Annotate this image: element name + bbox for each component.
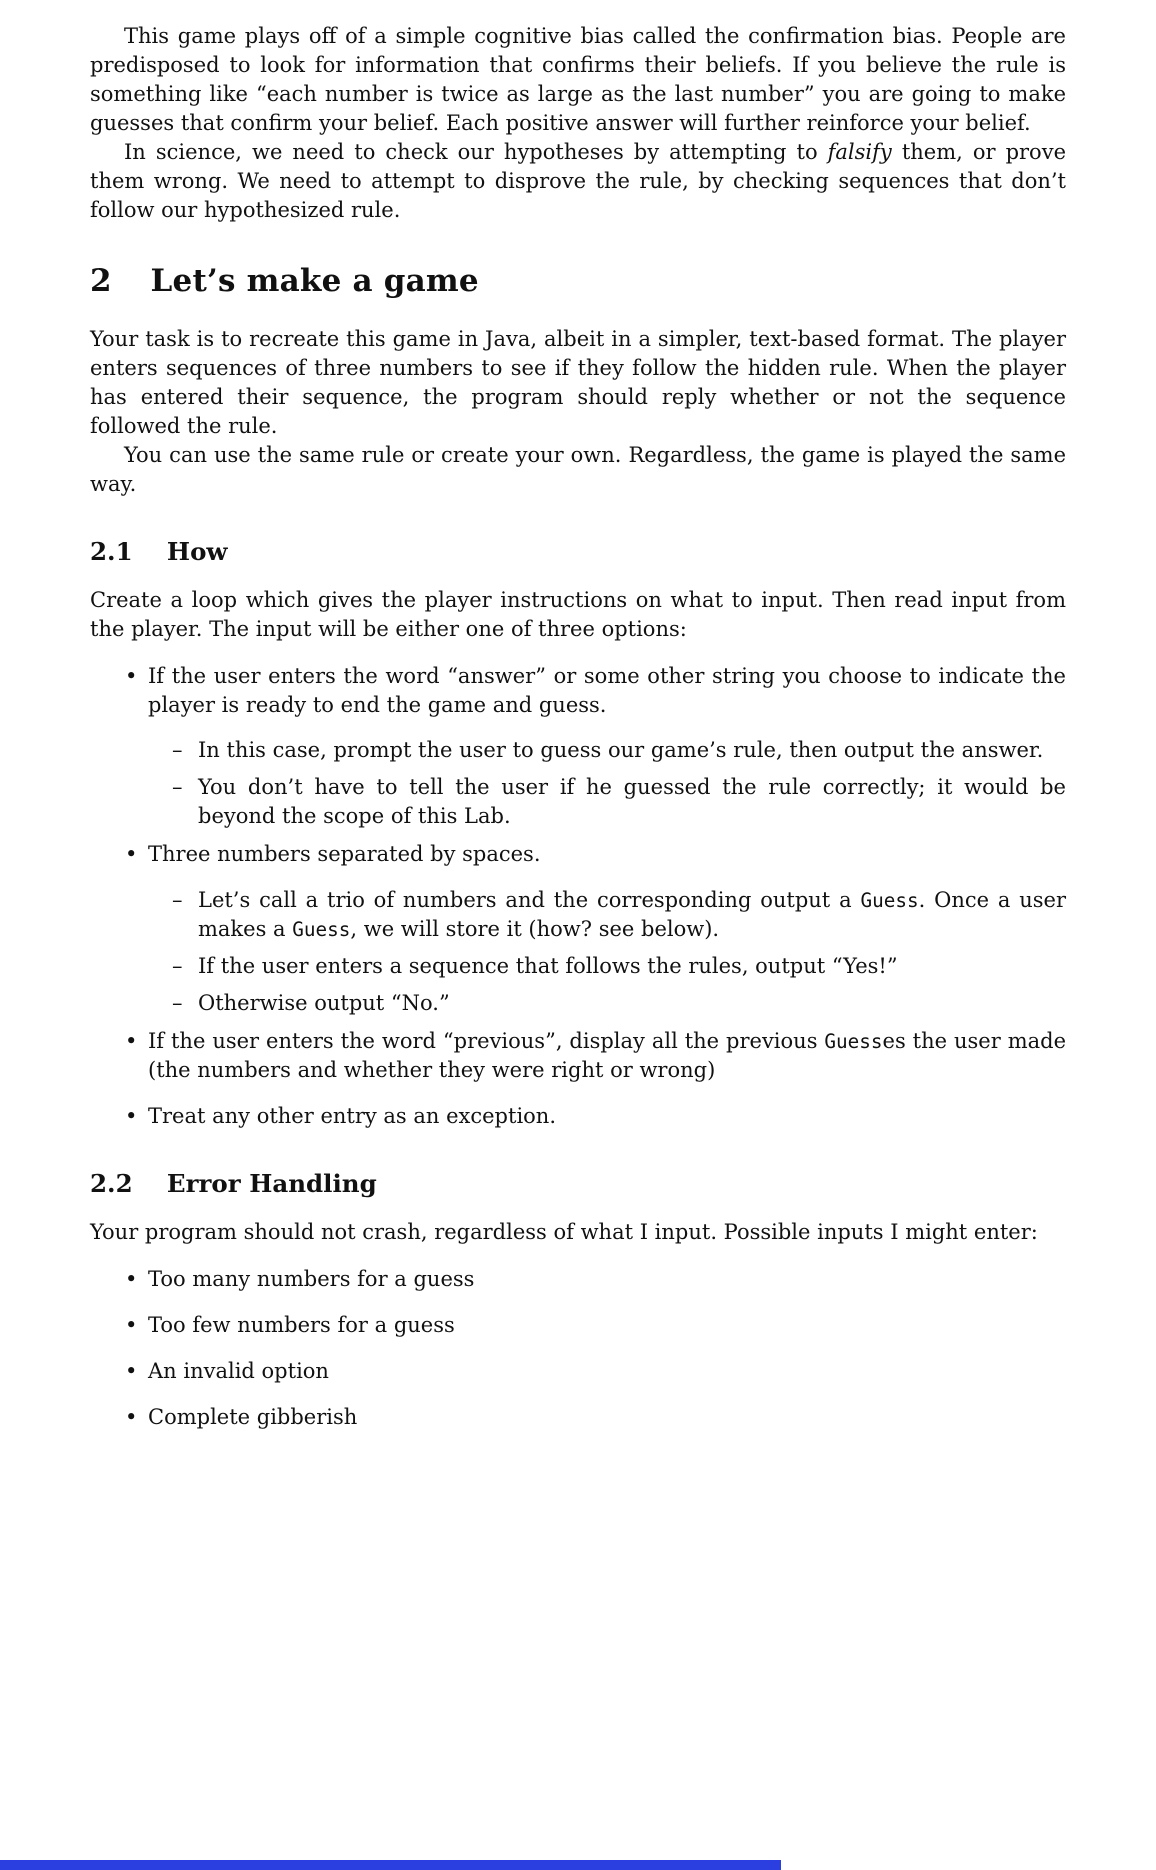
text-run: If the user enters the word “answer” or some other string you choose to indicate the player is ready to end the game and guess. [148, 663, 1066, 717]
bottom-blue-bar [0, 1860, 781, 1870]
text-run: Otherwise output “No.” [198, 991, 450, 1016]
list-item [90, 1027, 1066, 1085]
list-item-text [198, 989, 1066, 1018]
sublist [90, 736, 1066, 831]
list-item-text [148, 1311, 1066, 1340]
text-run: If the user enters a sequence that follows the rules, output “Yes!” [198, 954, 898, 979]
paragraph-falsify [90, 138, 1066, 225]
dash-icon: – [172, 888, 183, 913]
text-run: You can use the same rule or create your own. Regardless, the game is played the same way. [90, 442, 1066, 496]
text-run: Let’s call a trio of numbers and the corresponding output a [198, 888, 861, 913]
list-item-text [148, 1357, 1066, 1386]
subsection-heading-2-1 [90, 537, 1066, 566]
code-guess: Guess [292, 918, 351, 942]
text-run: An invalid option [148, 1359, 329, 1384]
text-run: Your program should not crash, regardless of what I input. Possible inputs I might enter: [90, 1220, 1038, 1245]
list-item-text [198, 736, 1066, 765]
section-number: 2 [90, 262, 112, 299]
paragraph-how-intro [90, 586, 1066, 644]
code-guess: Guess [860, 889, 919, 913]
bullet-icon: • [125, 1104, 138, 1129]
text-run: Three numbers separated by spaces. [148, 842, 541, 867]
list-item-text [148, 1403, 1066, 1432]
dash-icon: – [172, 991, 183, 1016]
text-run: Too many numbers for a guess [148, 1267, 475, 1292]
text-run: them, or prove them wrong. We need to attempt to disprove the rule, by checking sequences that don’t follow our hypothesized rule. [90, 139, 1066, 222]
list-item-text [148, 662, 1066, 720]
list-subitem [90, 989, 1066, 1018]
list-item-text [148, 840, 1066, 869]
text-run: Treat any other entry as an exception. [148, 1104, 557, 1129]
text-run: This game plays off of a simple cognitive bias called the confirmation bias. People are predisposed to look for information that confirms their beliefs. If you believe the rule is something like “each number is twice as large as the last number” you are going to make guesses that confirm your belief. Each positive answer will further reinforce your belief. [90, 24, 1066, 135]
dash-icon: – [172, 738, 183, 763]
paragraph-same-rule [90, 441, 1066, 499]
text-run: Too few numbers for a guess [148, 1313, 455, 1338]
list-item-text [148, 1265, 1066, 1294]
bullet-icon: • [125, 1029, 138, 1054]
text-run: es the user made (the numbers and whether they were right or wrong) [148, 1029, 1066, 1083]
bullet-icon: • [125, 1359, 138, 1384]
text-run: . Once a user makes a [198, 888, 1066, 942]
text-run: Create a loop which gives the player instructions on what to input. Then read input from the player. The input will be either one of three options: [90, 587, 1066, 641]
subsection-title: Error Handling [166, 1169, 377, 1199]
error-inputs-list [90, 1265, 1066, 1432]
list-item-text [148, 1102, 1066, 1131]
list-item [90, 1357, 1066, 1386]
sublist [90, 886, 1066, 1018]
text-run: In this case, prompt the user to guess our game’s rule, then output the answer. [198, 738, 1044, 763]
paragraph-task [90, 325, 1066, 441]
bullet-icon: • [125, 1267, 138, 1292]
list-item [90, 1403, 1066, 1432]
list-item-text [198, 773, 1066, 831]
italic-falsify: falsify [827, 139, 892, 164]
list-subitem [90, 773, 1066, 831]
subsection-number: 2.2 [90, 1169, 133, 1199]
text-run: In science, we need to check our hypotheses by attempting to [124, 139, 828, 164]
subsection-number: 2.1 [90, 536, 133, 566]
bullet-icon: • [125, 663, 138, 688]
list-subitem [90, 952, 1066, 981]
list-item-text [148, 1027, 1066, 1085]
list-item-text [198, 952, 1066, 981]
text-run: If the user enters the word “previous”, display all the previous [148, 1029, 825, 1054]
paragraph-confirmation-bias [90, 22, 1066, 138]
options-list [90, 662, 1066, 1132]
text-run: You don’t have to tell the user if he guessed the rule correctly; it would be beyond the scope of this Lab. [198, 775, 1066, 829]
list-subitem [90, 886, 1066, 944]
list-item [90, 1311, 1066, 1340]
list-item [90, 662, 1066, 720]
code-guess: Guess [824, 1030, 883, 1054]
list-item [90, 840, 1066, 869]
text-run: Your task is to recreate this game in Java, albeit in a simpler, text-based format. The player enters sequences of three numbers to see if they follow the hidden rule. When the player has entered their sequence, the program should reply whether or not the sequence followed the rule. [90, 326, 1066, 438]
paragraph-error-intro [90, 1218, 1066, 1247]
list-subitem [90, 736, 1066, 765]
text-run: , we will store it (how? see below). [350, 917, 720, 942]
bullet-icon: • [125, 1313, 138, 1338]
list-item [90, 1102, 1066, 1131]
section-title: Let’s make a game [150, 262, 479, 299]
bullet-icon: • [125, 1405, 138, 1429]
dash-icon: – [172, 775, 183, 800]
section-heading-2 [90, 263, 1066, 299]
subsection-heading-2-2 [90, 1169, 1066, 1198]
text-run: Complete gibberish [148, 1405, 358, 1429]
list-item-text [198, 886, 1066, 944]
dash-icon: – [172, 954, 183, 979]
list-item [90, 1265, 1066, 1294]
subsection-title: How [166, 536, 228, 566]
bullet-icon: • [125, 842, 138, 867]
